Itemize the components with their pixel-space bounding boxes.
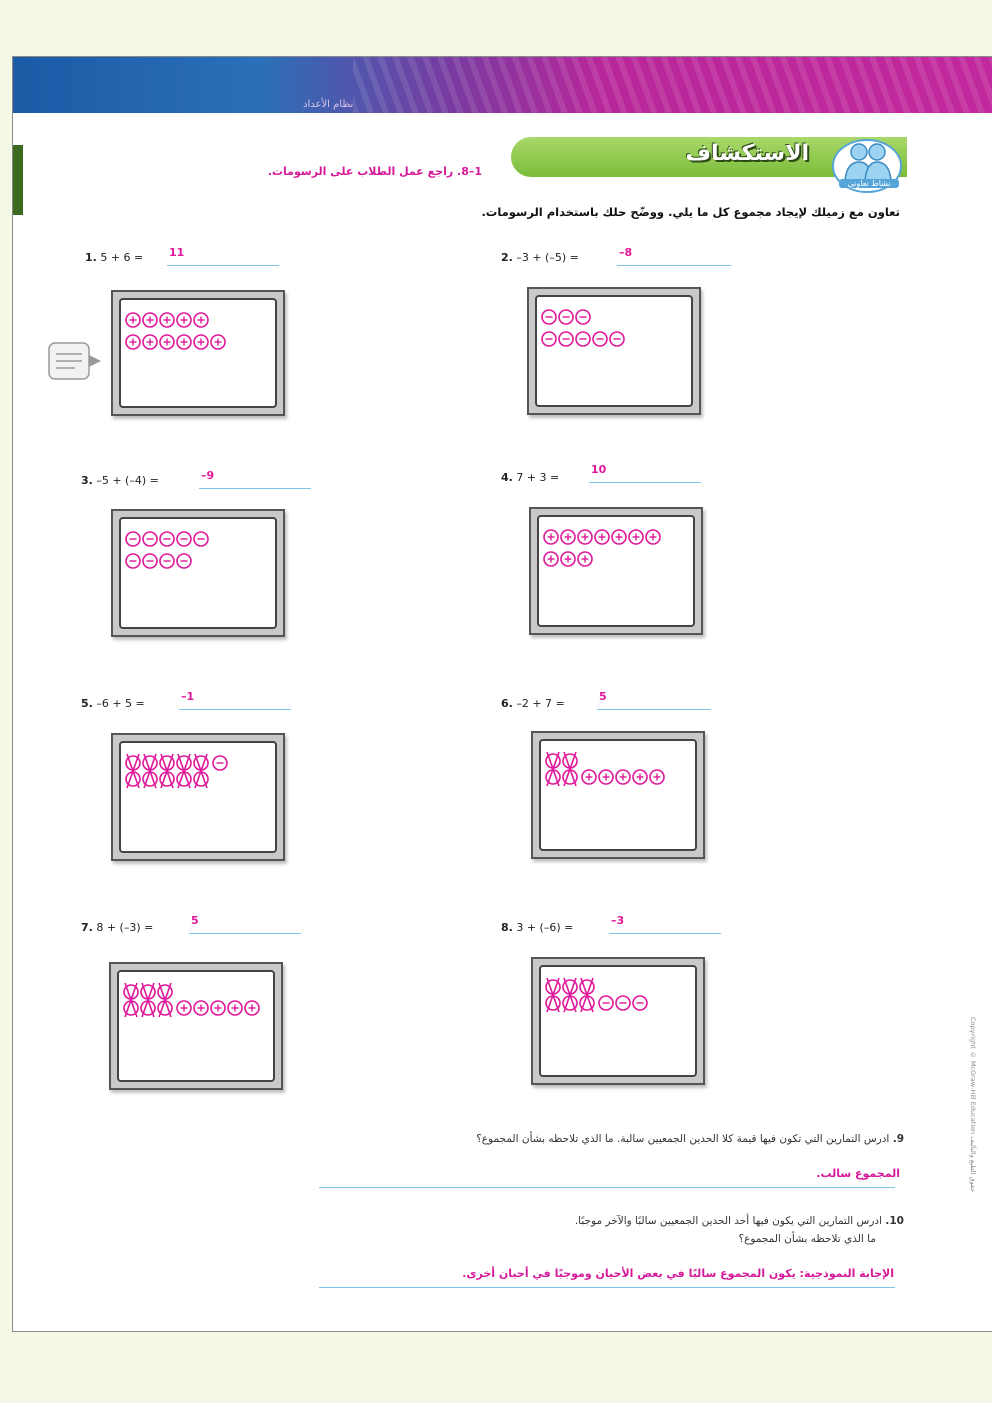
problem-8-answer-line[interactable]: –3 xyxy=(609,918,721,934)
positive-counter xyxy=(561,530,575,544)
problem-1-counter-mat xyxy=(111,290,285,416)
positive-counter xyxy=(650,770,664,784)
counters xyxy=(529,289,699,413)
positive-counter xyxy=(578,552,592,566)
problem-3-answer-line[interactable]: –9 xyxy=(199,473,311,489)
question-9-answer-line[interactable] xyxy=(319,1187,895,1188)
negative-counter xyxy=(616,996,630,1010)
zero-pair xyxy=(124,983,138,1017)
positive-counter xyxy=(160,335,174,349)
section-title: الاستكشاف xyxy=(685,141,809,166)
negative-counter xyxy=(576,332,590,346)
positive-counter xyxy=(177,313,191,327)
question-10-answer-line[interactable] xyxy=(319,1287,895,1288)
problem-3-counter-mat xyxy=(111,509,285,637)
positive-counter xyxy=(160,313,174,327)
problem-1-answer-line[interactable]: 11 xyxy=(167,250,279,266)
problem-6-answer-line[interactable]: 5 xyxy=(597,694,711,710)
hand-pointer-icon xyxy=(47,339,105,385)
positive-counter xyxy=(544,530,558,544)
positive-counter xyxy=(629,530,643,544)
positive-counter xyxy=(616,770,630,784)
problem-4-counter-mat xyxy=(529,507,703,635)
negative-counter xyxy=(177,532,191,546)
problem-4-expression: 4. 7 + 3 = xyxy=(501,471,560,484)
zero-pair xyxy=(177,754,191,788)
counters xyxy=(113,735,283,859)
positive-counter xyxy=(595,530,609,544)
problem-1-expression: 1. 5 + 6 = xyxy=(85,251,144,264)
positive-counter xyxy=(245,1001,259,1015)
positive-counter xyxy=(646,530,660,544)
zero-pair xyxy=(563,752,577,786)
negative-counter xyxy=(576,310,590,324)
problem-6-counter-mat xyxy=(531,731,705,859)
positive-counter xyxy=(561,552,575,566)
problem-2-answer-line[interactable]: –8 xyxy=(617,250,731,266)
badge-label: نشاط تعاوني xyxy=(839,179,899,188)
problem-2-expression: 2. –3 + (–5) = xyxy=(501,251,579,264)
positive-counter xyxy=(599,770,613,784)
question-10-text-line1: 10. ادرس التمارين التي يكون فيها أحد الحدين الجمعيين سالبًا والآخر موجبًا. xyxy=(574,1215,904,1227)
zero-pair xyxy=(580,978,594,1012)
negative-counter xyxy=(559,332,573,346)
worksheet-page xyxy=(12,56,992,1332)
positive-counter xyxy=(194,1001,208,1015)
answer-note: 1–8. راجع عمل الطلاب على الرسومات. xyxy=(267,165,482,178)
zero-pair xyxy=(141,983,155,1017)
zero-pair xyxy=(546,978,560,1012)
problem-4-answer-line[interactable]: 10 xyxy=(589,467,701,483)
question-10-answer: الإجابة النموذجية: يكون المجموع سالبًا في بعض الأحيان وموجبًا في أحيان أخرى. xyxy=(462,1267,894,1280)
negative-counter xyxy=(542,310,556,324)
problem-7-expression: 7. 8 + (–3) = xyxy=(81,921,154,934)
problem-8-expression: 8. 3 + (–6) = xyxy=(501,921,574,934)
negative-counter xyxy=(126,554,140,568)
problem-5-expression: 5. –6 + 5 = xyxy=(81,697,145,710)
problem-2-counter-mat xyxy=(527,287,701,415)
question-9-text: 9. ادرس التمارين التي تكون فيها قيمة كلا الحدين الجمعيين سالبة. ما الذي تلاحظه بشأن المجموع؟ xyxy=(476,1133,904,1145)
zero-pair xyxy=(160,754,174,788)
negative-counter xyxy=(542,332,556,346)
negative-counter xyxy=(160,554,174,568)
zero-pair xyxy=(126,754,140,788)
left-edge-bar xyxy=(13,145,23,215)
positive-counter xyxy=(177,335,191,349)
negative-counter xyxy=(126,532,140,546)
negative-counter xyxy=(633,996,647,1010)
counters xyxy=(531,509,701,633)
negative-counter xyxy=(177,554,191,568)
negative-counter xyxy=(599,996,613,1010)
negative-counter xyxy=(559,310,573,324)
problem-8-counter-mat xyxy=(531,957,705,1085)
positive-counter xyxy=(211,335,225,349)
counters xyxy=(113,292,283,414)
instruction-text: تعاون مع زميلك لإيجاد مجموع كل ما يلي. ووضّح حلك باستخدام الرسومات. xyxy=(481,205,900,219)
problem-5-counter-mat xyxy=(111,733,285,861)
positive-counter xyxy=(177,1001,191,1015)
question-9-answer: المجموع سالب. xyxy=(816,1167,900,1180)
negative-counter xyxy=(194,532,208,546)
lesson-tab: نظام الأعداد xyxy=(303,99,354,110)
counters xyxy=(533,733,703,857)
positive-counter xyxy=(211,1001,225,1015)
problem-7-counter-mat xyxy=(109,962,283,1090)
question-10-text-line2: ما الذي تلاحظه بشأن المجموع؟ xyxy=(738,1233,876,1245)
zero-pair xyxy=(563,978,577,1012)
zero-pair xyxy=(546,752,560,786)
zero-pair xyxy=(158,983,172,1017)
negative-counter xyxy=(213,756,227,770)
problem-6-expression: 6. –2 + 7 = xyxy=(501,697,565,710)
zero-pair xyxy=(194,754,208,788)
positive-counter xyxy=(143,335,157,349)
counters xyxy=(533,959,703,1083)
negative-counter xyxy=(160,532,174,546)
problem-3-expression: 3. –5 + (–4) = xyxy=(81,474,159,487)
positive-counter xyxy=(126,335,140,349)
positive-counter xyxy=(126,313,140,327)
problem-5-answer-line[interactable]: –1 xyxy=(179,694,291,710)
top-banner xyxy=(13,57,992,113)
counters xyxy=(113,511,283,635)
positive-counter xyxy=(633,770,647,784)
positive-counter xyxy=(194,335,208,349)
zero-pair xyxy=(143,754,157,788)
negative-counter xyxy=(610,332,624,346)
negative-counter xyxy=(143,532,157,546)
positive-counter xyxy=(228,1001,242,1015)
positive-counter xyxy=(143,313,157,327)
negative-counter xyxy=(143,554,157,568)
negative-counter xyxy=(593,332,607,346)
positive-counter xyxy=(194,313,208,327)
positive-counter xyxy=(578,530,592,544)
counters xyxy=(111,964,281,1088)
positive-counter xyxy=(612,530,626,544)
copyright-credit: Copyright © McGraw-Hill Education حقوق الطبع والتأليف xyxy=(969,1017,977,1193)
positive-counter xyxy=(582,770,596,784)
problem-7-answer-line[interactable]: 5 xyxy=(189,918,301,934)
positive-counter xyxy=(544,552,558,566)
